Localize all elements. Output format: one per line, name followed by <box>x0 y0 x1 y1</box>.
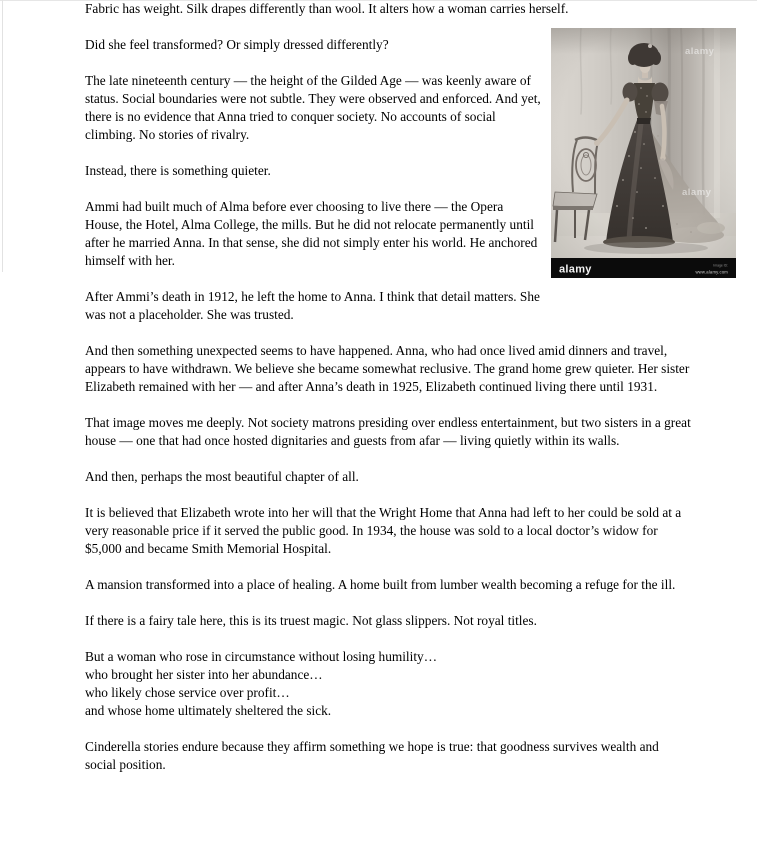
paragraph: That image moves me deeply. Not society matrons presiding over endless entertainment, but two sisters in a great house — one that had once hosted dignitaries and guests from afar — living quietly within its walls. <box>85 415 691 448</box>
paragraph: Instead, there is something quieter. <box>85 163 271 178</box>
paragraph: A mansion transformed into a place of healing. A home built from lumber wealth becoming a refuge for the ill. <box>85 577 676 592</box>
image-id-label: Image ID: <box>713 263 728 268</box>
vintage-portrait-image <box>551 28 736 278</box>
paragraph: It is believed that Elizabeth wrote into her will that the Wright Home that Anna had left to her could be sold at a very reasonable price if it served the public good. In 1934, the house was sold to a local doctor’s widow for $5,000 and became Smith Memorial Hospital. <box>85 505 682 556</box>
page-top-edge-line <box>0 0 757 1</box>
verse-line: who brought her sister into her abundance… <box>85 667 323 682</box>
paragraph: And then something unexpected seems to have happened. Anna, who had once lived amid dinners and travel, appears to have withdrawn. We believe she became somewhat reclusive. The grand home grew quieter. Her sister Elizabeth remained with her — and after Anna’s death in 1925, Elizabeth continued living there until 1931. <box>85 343 690 394</box>
alamy-credit-bar <box>551 258 736 278</box>
paragraph: After Ammi’s death in 1912, he left the home to Anna. I think that detail matters. She was not a placeholder. She was trusted. <box>85 289 540 322</box>
alamy-url: www.alamy.com <box>695 269 728 275</box>
page-left-edge-line <box>2 0 3 272</box>
verse-line: who likely chose service over profit… <box>85 685 290 700</box>
paragraph: Ammi had built much of Alma before ever choosing to live there — the Opera House, the Hotel, Alma College, the mills. But he did not relocate permanently until after he married Anna. In that sense, she did not simply enter his world. He anchored himself with her. <box>85 199 538 268</box>
verse-line: and whose home ultimately sheltered the sick. <box>85 703 332 718</box>
verse-line: But a woman who rose in circumstance without losing humility… <box>85 649 438 664</box>
paragraph-text: Did she feel transformed? Or simply dressed differently? <box>85 37 389 52</box>
verse-paragraph <box>85 648 691 720</box>
paragraph: If there is a fairy tale here, this is its truest magic. Not glass slippers. Not royal titles. <box>85 613 537 628</box>
paragraph: And then, perhaps the most beautiful chapter of all. <box>85 469 359 484</box>
stock-photo-vintage-portrait <box>551 28 736 278</box>
alamy-logo: alamy <box>559 263 592 276</box>
paragraph: Fabric has weight. Silk drapes differently than wool. It alters how a woman carries herself. <box>85 1 569 16</box>
closing-paragraph: Cinderella stories endure because they affirm something we hope is true: that goodness survives wealth and social position. <box>85 739 659 772</box>
paragraph: The late nineteenth century — the height of the Gilded Age — was keenly aware of status. Social boundaries were not subtle. They were observed and enforced. And yet, there is no evidence that Anna tried to conquer society. No accounts of social climbing. No stories of rivalry. <box>85 73 541 142</box>
